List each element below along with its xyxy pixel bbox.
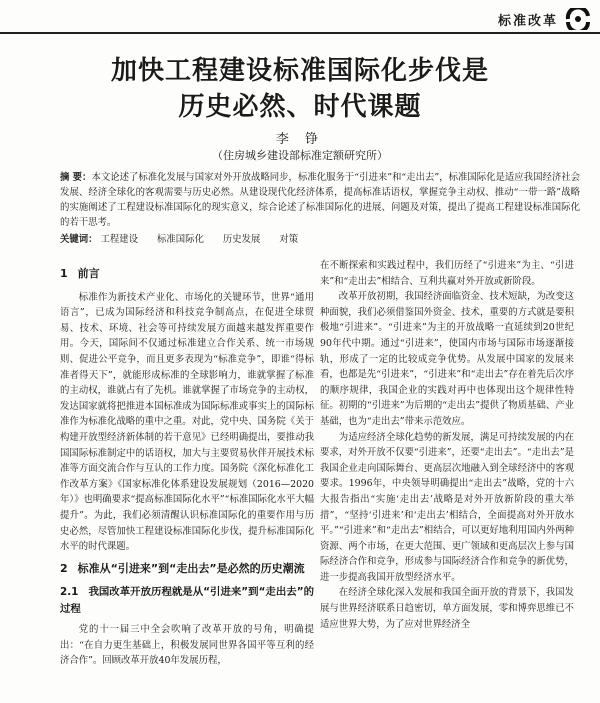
page-header <box>380 6 592 32</box>
keywords-label: 关键词： <box>60 234 98 245</box>
keywords <box>60 232 580 247</box>
subsection-heading-2-1: 2.1 我国改革开放历程就是从“引进来”到“走出去”的过程 <box>60 586 314 616</box>
abstract-text: 本文论述了标准化发展与国家对外开放战略同步，标准化服务于“引进来”和“走出去”，标准国际化是适应我国经济社会发展、经济全球化的客观需要与历史必然。从建设现代化经济体系，提高标准话语权，掌握竞争主动权、推动“一带一路”战略的实施阐述了工程建设标准国际化的现实意义，综合论述了标准国际化的进展、问题及对策，提出了提高工程建设标准国际化的若干思考。 <box>60 172 580 228</box>
abstract-label: 摘 要： <box>60 172 92 183</box>
keyword: 对策 <box>279 234 299 245</box>
body-paragraph: 在经济全球化深入发展和我国全面开放的背景下，我国发展与世界经济联系日趋密切，单方面发展，零和博弈思维已不适应世界大势，为了应对世界经济全 <box>320 587 574 630</box>
section-heading-2: 2 标准从“引进来”到“走出去”是必然的历史潮流 <box>60 561 305 575</box>
body-paragraph: 在不断探索和实践过程中，我们历经了“引进来”为主、“引进来”和“走出去”相结合、互利共赢对外开放或新阶段。 <box>320 260 574 287</box>
header-divider <box>0 32 600 34</box>
keyword: 标准国际化 <box>157 234 204 245</box>
body-paragraph: 党的十一届三中全会吹响了改革开放的号角，明确提出：“在自力更生基础上，积极发展同世界各国平等互利的经济合作”。回顾改革开放40年发展历程， <box>60 624 314 667</box>
section-label: 标准改革 <box>497 13 558 29</box>
left-column <box>60 260 314 669</box>
right-column <box>320 258 574 632</box>
abstract <box>60 170 580 230</box>
article-title-line-2: 历史必然、时代课题 <box>178 92 422 122</box>
body-paragraph: 标准作为新技术产业化、市场化的关键环节，世界“通用语言”，已成为国际经济和科技竞争制高点，在促进全球贸易、技术、环境、社会等可持续发展方面越来越发挥重要作用。今天，国际间不仅通过标准建立合作关系、统一市场规则、促进公平竞争，而且更多表现为“标准竞争”，即谁“得标准者得天下”，就能形成标准的全球影响力，谁就掌握了标准的主动权，谁就占有了先机。谁就掌握了市场竞争的主动权，发达国家就将把推进本国标准成为国际标准或事实上的国际标准作为标准化战略的重中之重。对此，党中央、国务院《关于构建开放型经济新体制的若干意见》已经明确提出，要推动我国国际标准制定中的话语权，加大与主要贸易伙伴开展技术标准等方面交流合作与互认的工作力度。国务院《深化标准化工作改革方案》《国家标准化体系建设发展规划（2016—2020年）》也明确要求“提高标准国际化水平”“标准国际化水平大幅提升”。为此，我们必须清醒认识标准国际化的重要作用与历史必然，尽管加快工程建设标准国际化步伐，提升标准国际化水平的时代课题。 <box>60 291 314 553</box>
body-paragraph: 为适应经济全球化趋势的新发展，满足可持续发展的内在要求，对外开放不仅要“引进来”，还要“走出去”。“走出去”是我国企业走向国际舞台、更高层次地融入到全球经济中的客观要求。1996年，中央领导明确提出“走出去”战略，党的十六大报告指出“实施‘走出去’战略是对外开放新阶段的重大举措”，“坚持‘引进来’和‘走出去’相结合，全面提高对外开放水平。”“引进来”和“走出去”相结合，可以更好地利用国内外两种资源、两个市场，在更大范围、更广领域和更高层次上参与国际经济合作和竞争，形成参与国际经济合作和竞争的新优势，进一步提高我国开放型经济水平。 <box>320 431 574 583</box>
author-affiliation: （住房城乡建设部标准定额研究所） <box>212 149 388 162</box>
author-name: 李 铮 <box>275 132 325 147</box>
keyword: 工程建设 <box>100 234 139 245</box>
keyword: 历史发展 <box>222 234 261 245</box>
journal-logo-icon <box>564 8 592 30</box>
body-paragraph: 改革开放初期，我国经济面临资金、技术短缺，为改变这种面貌，我们必须借鉴国外资金、技术，重要的方式就是要积极地“引进来”。“引进来”为主的开放战略一直延续到20世纪90年代中期。通过“引进来”，使国内市场与国际市场逐渐接轨，形成了一定的比较成竞争优势。从发展中国家的发展来看，也都是先“引进来”，“引进来”和“走出去”存在着先后次序的顺序规律，我国企业的实践对再中也体现出这个规律性特征。初期的“引进来”为后期的“走出去”提供了物质基础、产业基础，也为“走出去”带来示范效应。 <box>320 291 574 427</box>
section-heading-1: 1 前言 <box>60 267 100 280</box>
article-title-line-1: 加快工程建设标准国际化步伐是 <box>110 56 489 86</box>
